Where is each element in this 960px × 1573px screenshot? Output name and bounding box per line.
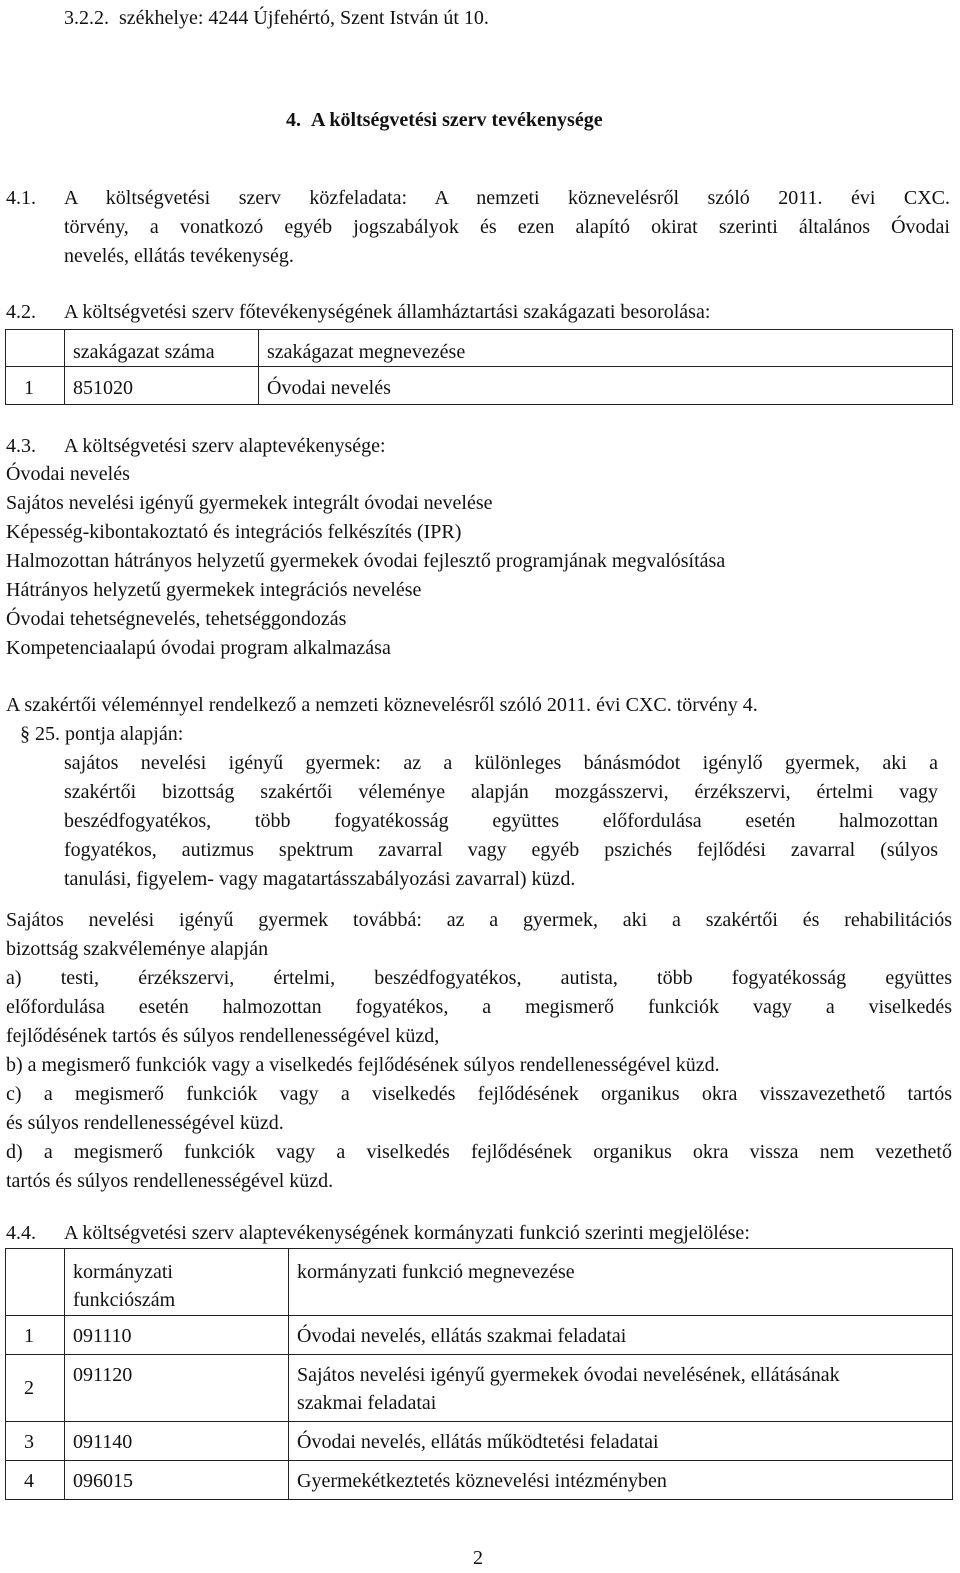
section-text: A költségvetési szerv főtevékenységének államháztartási szakágazati besorolása: bbox=[64, 301, 711, 323]
table-cell: 091110 bbox=[65, 1316, 289, 1355]
table-cell bbox=[6, 330, 65, 367]
paragraph-line: § 25. pontja alapján: bbox=[20, 723, 184, 745]
table-cell: 1 bbox=[6, 367, 65, 405]
table-cell bbox=[6, 1249, 65, 1316]
table-cell: 851020 bbox=[65, 367, 259, 405]
section-text: A költségvetési szerv alaptevékenysége: bbox=[64, 435, 386, 457]
section-number: 4.3. bbox=[6, 435, 36, 457]
section-number: 4.2. bbox=[6, 301, 36, 323]
table-row bbox=[6, 367, 953, 405]
table-row bbox=[6, 1355, 953, 1422]
table-cell: 096015 bbox=[65, 1461, 289, 1500]
paragraph-line: és súlyos rendellenességével küzd. bbox=[6, 1112, 284, 1134]
table-row bbox=[6, 1316, 953, 1355]
list-item: Halmozottan hátrányos helyzetű gyermekek óvodai fejlesztő programjának megvalósítása bbox=[6, 550, 726, 572]
quote-line: fogyatékos, autizmus spektrum zavarral vagy egyéb pszichés fejlődési zavarral (súlyos bbox=[64, 839, 938, 861]
list-item: Kompetenciaalapú óvodai program alkalmazása bbox=[6, 637, 391, 659]
table-cell: Sajátos nevelési igényű gyermekek óvodai nevelésének, ellátásának szakmai feladatai bbox=[289, 1355, 953, 1422]
quote-line: szakértői bizottság szakértői véleménye alapján mozgásszervi, érzékszervi, értelmi vagy bbox=[64, 781, 938, 803]
section-number: 4.4. bbox=[6, 1222, 36, 1244]
table-cell: 4 bbox=[6, 1461, 65, 1500]
paragraph-line: A költségvetési szerv közfeladata: A nemzeti köznevelésről szóló 2011. évi CXC. bbox=[64, 187, 950, 209]
government-function-table bbox=[5, 1248, 953, 1500]
table-header-cell: kormányzati funkciószám bbox=[65, 1249, 289, 1316]
list-item: Képesség-kibontakoztató és integrációs felkészítés (IPR) bbox=[6, 521, 462, 543]
paragraph-line: fejlődésének tartós és súlyos rendellenességével küzd, bbox=[6, 1025, 440, 1047]
table-row bbox=[6, 1461, 953, 1500]
table-cell: Óvodai nevelés, ellátás szakmai feladatai bbox=[289, 1316, 953, 1355]
seat-line bbox=[64, 4, 489, 33]
paragraph-line: c) a megismerő funkciók vagy a viselkedés fejlődésének organikus okra visszavezethető tartós bbox=[6, 1083, 952, 1105]
paragraph-line: b) a megismerő funkciók vagy a viselkedés fejlődésének súlyos rendellenességével küzd. bbox=[6, 1054, 720, 1076]
table-cell: 091140 bbox=[65, 1422, 289, 1461]
table-header-cell: szakágazat megnevezése bbox=[259, 330, 953, 367]
heading-number: 4. bbox=[286, 109, 301, 131]
section-heading bbox=[286, 106, 603, 135]
paragraph-line: a) testi, érzékszervi, értelmi, beszédfogyatékos, autista, több fogyatékosság együttes bbox=[6, 967, 952, 989]
table-header-cell: kormányzati funkció megnevezése bbox=[289, 1249, 953, 1316]
paragraph-line: Sajátos nevelési igényű gyermek továbbá: az a gyermek, aki a szakértői és rehabilitációs bbox=[6, 909, 952, 931]
paragraph-line: A szakértői véleménnyel rendelkező a nemzeti köznevelésről szóló 2011. évi CXC. törvény 4. bbox=[6, 694, 758, 716]
section-number: 4.1. bbox=[6, 187, 36, 209]
list-item: Óvodai tehetségnevelés, tehetséggondozás bbox=[6, 608, 347, 630]
quote-line: beszédfogyatékos, több fogyatékosság együttes előfordulása esetén halmozottan bbox=[64, 810, 938, 832]
heading-title: A költségvetési szerv tevékenysége bbox=[311, 109, 603, 131]
table-cell: Óvodai nevelés, ellátás működtetési feladatai bbox=[289, 1422, 953, 1461]
table-cell: Óvodai nevelés bbox=[259, 367, 953, 405]
section-text: A költségvetési szerv alaptevékenységének kormányzati funkció szerinti megjelölése: bbox=[64, 1222, 750, 1244]
table-header-row bbox=[6, 330, 953, 367]
page-number: 2 bbox=[473, 1547, 483, 1569]
table-header-cell: szakágazat száma bbox=[65, 330, 259, 367]
paragraph-line: bizottság szakvéleménye alapján bbox=[6, 938, 269, 960]
quote-line: tanulási, figyelem- vagy magatartásszabályozási zavarral) küzd. bbox=[64, 868, 576, 890]
table-cell: 1 bbox=[6, 1316, 65, 1355]
quote-line: sajátos nevelési igényű gyermek: az a különleges bánásmódot igénylő gyermek, aki a bbox=[64, 752, 938, 774]
paragraph-line: nevelés, ellátás tevékenység. bbox=[64, 245, 294, 267]
seat-text: székhelye: 4244 Újfehértó, Szent István út 10. bbox=[119, 7, 489, 29]
paragraph-line: előfordulása esetén halmozottan fogyatékos, a megismerő funkciók vagy a viselkedés bbox=[6, 996, 952, 1018]
table-row bbox=[6, 1422, 953, 1461]
table-cell: Gyermekétkeztetés köznevelési intézményben bbox=[289, 1461, 953, 1500]
paragraph-line: tartós és súlyos rendellenességével küzd. bbox=[6, 1170, 334, 1192]
list-item: Sajátos nevelési igényű gyermekek integrált óvodai nevelése bbox=[6, 492, 493, 514]
list-item: Hátrányos helyzetű gyermekek integrációs nevelése bbox=[6, 579, 422, 601]
paragraph-line: d) a megismerő funkciók vagy a viselkedés fejlődésének organikus okra vissza nem vezethető bbox=[6, 1141, 952, 1163]
activity-classification-table bbox=[5, 329, 953, 405]
table-header-row bbox=[6, 1249, 953, 1316]
table-cell: 3 bbox=[6, 1422, 65, 1461]
list-item: Óvodai nevelés bbox=[6, 463, 130, 485]
table-cell: 2 bbox=[6, 1355, 65, 1422]
paragraph-line: törvény, a vonatkozó egyéb jogszabályok és ezen alapító okirat szerinti általános Óvodai bbox=[64, 216, 950, 238]
table-cell: 091120 bbox=[65, 1355, 289, 1422]
section-number: 3.2.2. bbox=[64, 7, 109, 29]
